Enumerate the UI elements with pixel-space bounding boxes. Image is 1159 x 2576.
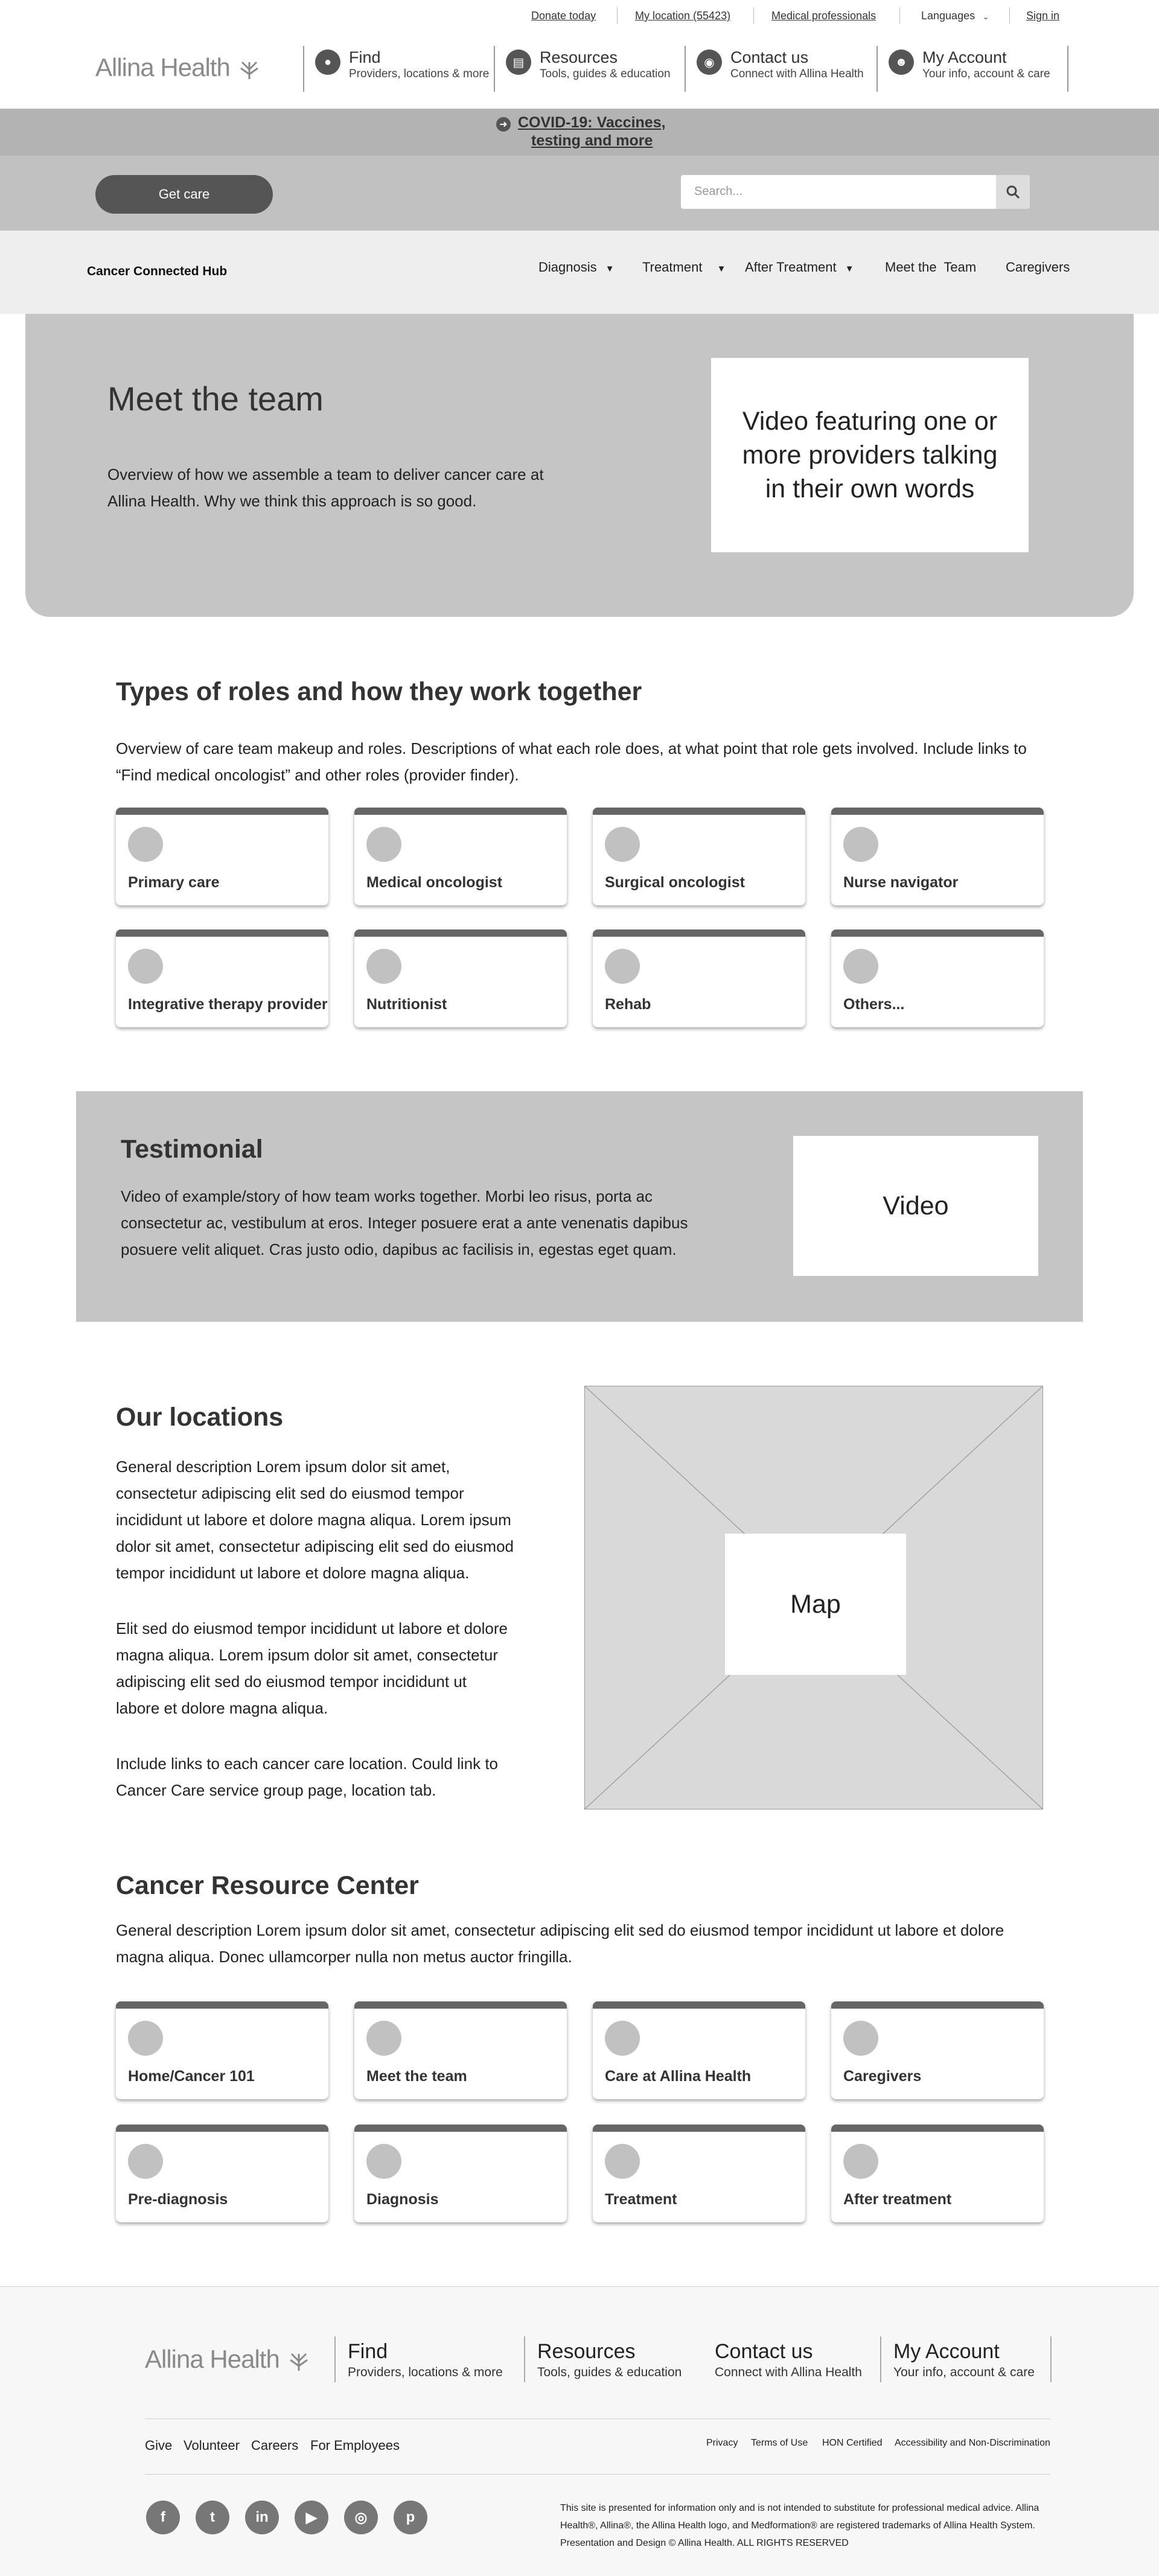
linkedin-icon[interactable]: in [245,2501,279,2534]
locations-paragraph-1: General description Lorem ipsum dolor sit amet, consectetur adipiscing elit sed do eiusmod tempor incididunt ut labore et dolore magna aliqua. Lorem ipsum dolor sit amet, consectetur adipiscing elit sed do eiusmod tempor incididunt ut labore et dolore magna aliqua. [116,1458,514,1582]
cancer-hub-nav [0,231,1159,314]
role-card[interactable] [354,929,567,1027]
medical-professionals-link[interactable]: Medical professionals [771,10,876,22]
footer-nav-title: Find [348,2340,388,2363]
footer-divider [145,2474,1050,2475]
resource-heading: Cancer Resource Center [116,1871,419,1900]
divider [753,7,754,24]
locations-paragraph-2: Elit sed do eiusmod tempor incididunt ut labore et dolore magna aliqua. Lorem ipsum dolor sit amet, consectetur adipiscing elit sed do eiusmod tempor incididunt ut labore et dolore magna aliqua. [116,1619,508,1717]
avatar [128,827,163,862]
pinterest-icon[interactable]: p [394,2501,427,2534]
resource-card-label: Pre-diagnosis [128,2191,228,2208]
footer-link-privacy[interactable]: Privacy [706,2438,738,2448]
covid-line-2: testing and more [531,132,653,149]
divider [1009,7,1010,24]
logo-text: Allina Health [95,53,230,81]
sign-in-link[interactable]: Sign in [1026,10,1060,22]
nav-account-subtitle: Your info, account & care [922,68,1050,80]
avatar [843,827,878,862]
footer-nav-title: Resources [537,2340,636,2363]
footer-link-volunteer[interactable]: Volunteer [184,2438,240,2453]
avatar [128,2021,163,2056]
footer-link-give[interactable]: Give [145,2438,173,2453]
resource-card[interactable] [116,2125,328,2222]
leaf-logo-icon [287,2349,311,2373]
avatar [366,2021,401,2056]
avatar [605,827,640,862]
footer-link-employees[interactable]: For Employees [310,2438,400,2453]
nav-contact-subtitle: Connect with Allina Health [730,68,864,80]
resource-card[interactable] [593,2001,805,2099]
avatar [366,949,401,984]
facebook-icon[interactable]: f [146,2501,180,2534]
hub-item-label: Diagnosis [538,260,597,275]
hero-description: Overview of how we assemble a team to deliver cancer care at Allina Health. Why we think this approach is so good. [107,465,544,510]
resource-card-label: Caregivers [843,2068,922,2085]
chat-bubble-icon: ◉ [697,49,722,75]
avatar [128,2144,163,2179]
resource-description: General description Lorem ipsum dolor sit amet, consectetur adipiscing elit sed do eiusmod tempor incididunt ut labore et dolore magna aliqua. Donec ullamcorper nulla non metus auctor fringilla. [116,1921,1004,1966]
role-card-label: Surgical oncologist [605,874,745,891]
hub-item-diagnosis[interactable] [538,260,615,275]
footer-nav-resources[interactable] [524,2336,703,2382]
roles-description: Overview of care team makeup and roles. Descriptions of what each role does, at what point that role gets involved. Include links to “Find medical oncologist” and other roles (provider finder). [116,739,1027,784]
resource-card-label: Treatment [605,2191,677,2208]
resource-card[interactable] [354,2001,567,2099]
testimonial-description: Video of example/story of how team works together. Morbi leo risus, porta ac consectetur ac, vestibulum at eros. Integer posuere erat a ante venenatis dapibus posuere velit aliquet. Cras justo odio, dapibus ac facilisis in, egestas eget quam. [121,1187,688,1258]
role-card-label: Others... [843,996,905,1013]
footer-divider [145,2418,1050,2419]
role-card[interactable] [116,929,328,1027]
covid-line-1: COVID-19: Vaccines, [518,114,666,131]
footer-nav-subtitle: Your info, account & care [893,2365,1035,2379]
role-card-label: Nutritionist [366,996,447,1013]
search-box [681,175,1030,209]
resource-card-label: Diagnosis [366,2191,439,2208]
resource-card[interactable] [831,2125,1044,2222]
role-card[interactable] [116,808,328,905]
role-card[interactable] [831,929,1044,1027]
avatar [128,949,163,984]
avatar [843,949,878,984]
footer-link-accessibility[interactable]: Accessibility and Non-Discrimination [895,2438,1050,2448]
get-care-button[interactable]: Get care [95,175,273,214]
nav-contact[interactable] [685,46,876,92]
nav-find-title: Find [349,48,381,66]
footer-nav-contact[interactable] [703,2336,880,2382]
resource-card[interactable] [116,2001,328,2099]
footer [0,2286,1159,2576]
role-card-label: Primary care [128,874,220,891]
chevron-down-icon: ⌄ [983,13,989,21]
resource-card-label: Meet the team [366,2068,467,2085]
youtube-icon[interactable]: ▶ [295,2501,328,2534]
avatar [605,949,640,984]
footer-logo[interactable] [145,2345,311,2374]
role-card[interactable] [354,808,567,905]
avatar [843,2021,878,2056]
nav-contact-title: Contact us [730,48,809,66]
nav-resources-title: Resources [540,48,618,66]
chevron-down-icon: ▼ [845,264,854,274]
role-card-label: Nurse navigator [843,874,959,891]
nav-resources-subtitle: Tools, guides & education [540,68,671,80]
footer-nav-subtitle: Tools, guides & education [537,2365,682,2379]
testimonial-heading: Testimonial [121,1135,263,1164]
instagram-icon[interactable]: ◎ [344,2501,378,2534]
role-card[interactable] [831,808,1044,905]
nav-find-subtitle: Providers, locations & more [349,68,490,80]
nav-resources[interactable] [494,46,685,92]
testimonial-video-placeholder[interactable]: Video [793,1136,1038,1276]
resource-card-label: Home/Cancer 101 [128,2068,255,2085]
roles-heading: Types of roles and how they work together [116,677,642,706]
languages-label: Languages [921,10,975,22]
hub-item-caregivers[interactable]: Caregivers [1006,260,1070,275]
hub-title[interactable]: Cancer Connected Hub [87,264,228,278]
nav-my-account[interactable] [876,46,1068,92]
chevron-down-icon: ▼ [605,264,615,274]
footer-nav-subtitle: Connect with Allina Health [715,2365,862,2379]
footer-nav-my-account[interactable] [880,2336,1052,2382]
hub-item-label: Treatment [642,260,703,275]
resource-card[interactable] [593,2125,805,2222]
user-icon: ☻ [889,49,914,75]
role-card[interactable] [593,929,805,1027]
hub-item-meet-the-team[interactable]: Meet the Team [885,260,977,275]
hub-item-label: After Treatment [745,260,837,275]
avatar [605,2021,640,2056]
languages-dropdown[interactable] [921,10,989,22]
avatar [366,2144,401,2179]
book-icon: ▤ [506,49,531,75]
divider [899,7,900,24]
chevron-down-icon: ▼ [717,264,726,274]
role-card-label: Rehab [605,996,651,1013]
search-icon [1006,185,1020,199]
resource-card[interactable] [831,2001,1044,2099]
role-card-label: Integrative therapy provider [128,996,328,1013]
resource-card-label: Care at Allina Health [605,2068,752,2085]
covid-link[interactable] [518,113,711,150]
locations-paragraph-3: Include links to each cancer care location. Could link to Cancer Care service group page, location tab. [116,1755,499,1799]
donate-link[interactable]: Donate today [531,10,596,22]
footer-link-careers[interactable]: Careers [251,2438,299,2453]
covid-banner [0,109,1159,156]
avatar [366,827,401,862]
location-pin-icon: ● [315,49,340,75]
testimonial-section [76,1091,1083,1322]
role-card-label: Medical oncologist [366,874,503,891]
footer-link-terms[interactable]: Terms of Use [751,2438,808,2448]
page-title: Meet the team [107,380,324,418]
allina-health-logo[interactable] [95,53,261,82]
role-card[interactable] [593,808,805,905]
avatar [605,2144,640,2179]
utility-bar [0,0,1159,31]
map-placeholder[interactable] [584,1386,1043,1809]
hero-video-placeholder[interactable]: Video featuring one or more providers talking in their own words [711,358,1029,552]
search-button[interactable] [996,175,1030,209]
resource-card-label: After treatment [843,2191,952,2208]
footer-nav-title: My Account [893,2340,1000,2363]
resource-card[interactable] [354,2125,567,2222]
nav-find[interactable] [303,46,494,92]
twitter-icon[interactable]: t [196,2501,229,2534]
footer-nav-title: Contact us [715,2340,813,2363]
hero-section [25,314,1134,617]
arrow-right-icon: ➜ [496,117,511,132]
divider [617,7,618,24]
footer-logo-text: Allina Health [145,2345,279,2373]
footer-nav-find[interactable] [334,2336,524,2382]
footer-link-hon[interactable]: HON Certified [822,2438,883,2448]
hub-item-after-treatment[interactable] [745,260,854,275]
hub-item-treatment[interactable] [642,260,726,275]
leaf-logo-icon [237,57,261,81]
footer-nav-subtitle: Providers, locations & more [348,2365,503,2379]
nav-account-title: My Account [922,48,1007,66]
avatar [843,2144,878,2179]
my-location-link[interactable]: My location (55423) [635,10,731,22]
locations-heading: Our locations [116,1403,284,1432]
legal-text: This site is presented for information only and is not intended to substitute for professional medical advice. Allina Health®, Allina®, the Allina Health logo, and Medformation® are registered trademarks of Allina Health System. Presentation and Design © Allina Health. ALL RIGHTS RESERVED [560,2503,1039,2548]
map-label: Map [725,1534,906,1675]
search-input[interactable]: Search... [694,185,743,198]
